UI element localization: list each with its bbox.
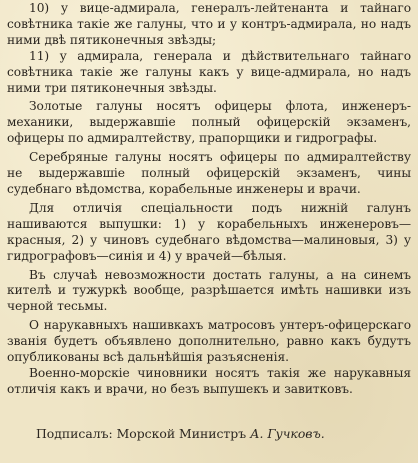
signature-name: А. Гучковъ.: [250, 426, 325, 441]
signature-label: Подписалъ: Морской Министръ: [36, 426, 247, 441]
document-body: [7, 1, 411, 398]
paragraph-rank-vice-admiral: 10) у вице-адмирала, генералъ-лейтенанта и тайнаго совѣтника такіе же галуны, что и у контръ-адмирала, но надъ ними двѣ пятиконечныя звѣзды;: [7, 1, 411, 47]
paragraph-naval-officials: Военно-морскіе чиновники носятъ такія же нарукавныя отличія какъ и врачи, но безъ выпушекъ и завитковъ.: [7, 365, 411, 396]
paragraph-black-tape: Въ случаѣ невозможности достать галуны, а на синемъ кителѣ и тужуркѣ вообще, разрѣшается имѣть нашивки изъ черной тесьмы.: [7, 267, 411, 314]
paragraph-gold-braid: Золотые галуны носятъ офицеры флота, инженеръ-механики, выдержавшіе полный офицерскій экзаменъ, офицеры по адмиралтейству, прапорщики и гидрографы.: [7, 99, 411, 146]
paragraph-silver-braid: Серебряные галуны носятъ офицеры по адмиралтейству не выдержавшіе полный офицерскій экзаменъ, чины судебнаго вѣдомства, корабельные инженеры и врачи.: [7, 150, 411, 196]
paragraph-piping-colors: Для отличія спеціальности подъ нижній галунъ нашиваются выпушки: 1) у корабельныхъ инженеровъ—красныя, 2) у чиновъ судебнаго вѣдомства—малиновыя, 3) у гидрографовъ—синія и 4) у врачей—бѣлыя.: [7, 200, 411, 263]
paragraph-sailors-stripes: О нарукавныхъ нашивкахъ матросовъ унтеръ-офицерскаго званія будетъ объявлено дополнительно, равно какъ будутъ опубликованы всѣ дальнѣйшія разъясненія.: [7, 318, 411, 365]
signature-line: [36, 426, 325, 442]
paragraph-rank-admiral: 11) у адмирала, генерала и дѣйствительнаго тайнаго совѣтника такіе же галуны какъ у вице-адмирала, но надъ ними три пятиконечныя звѣзды.: [7, 48, 411, 95]
